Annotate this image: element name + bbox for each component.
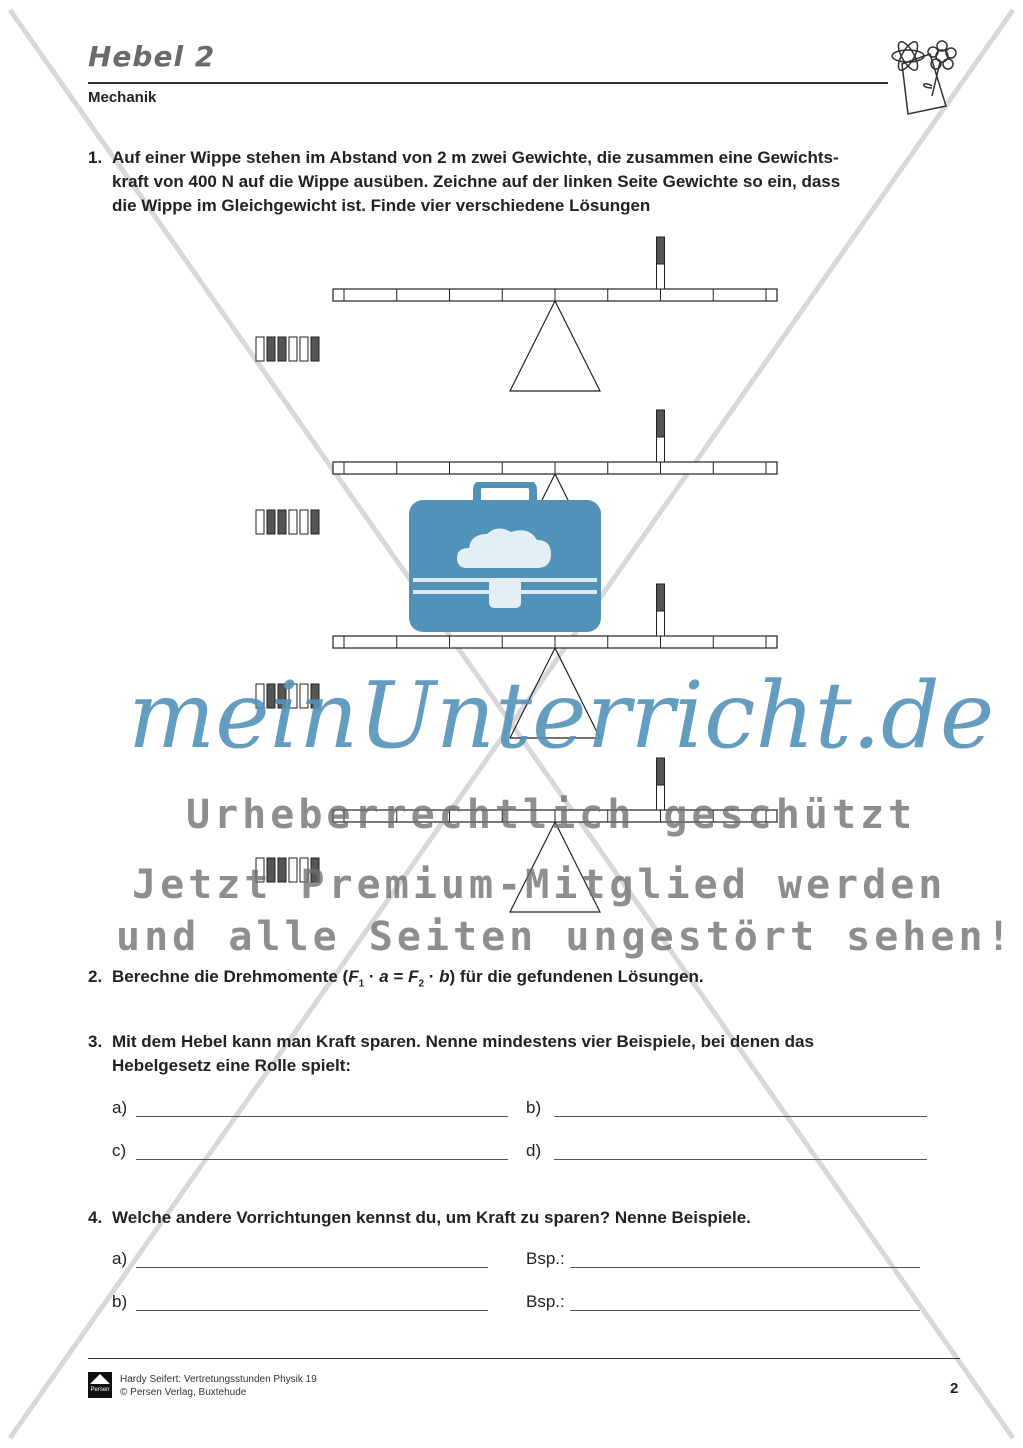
task-4-example-label-b: Bsp.: <box>526 1292 565 1311</box>
task-4-number: 4. <box>88 1208 103 1227</box>
seesaw-2-palette-weight-1 <box>256 510 264 534</box>
seesaw-2-palette-weight-3 <box>278 510 286 534</box>
task-4-example-field-a[interactable] <box>570 1267 920 1268</box>
seesaw-2-palette-weight-4 <box>289 510 297 534</box>
seesaw-3-weight-lower <box>657 611 665 636</box>
seesaw-1-weight-upper <box>657 237 665 264</box>
watermark-line-2: Jetzt Premium-Mitglied werden <box>132 862 947 908</box>
task-1-number: 1. <box>88 148 103 167</box>
seesaw-1-fulcrum <box>510 301 600 391</box>
page-number: 2 <box>950 1380 959 1397</box>
task-3-answer-field-b[interactable] <box>554 1116 927 1117</box>
watermark-logo: meinUnterricht.de <box>128 662 995 769</box>
task-4-answer-field-b[interactable] <box>136 1310 488 1311</box>
publisher-logo-text: Persen <box>90 1387 110 1393</box>
task-3-number: 3. <box>88 1032 103 1051</box>
seesaw-1-palette-weight-6 <box>311 337 319 361</box>
footer-credit <box>120 1373 317 1399</box>
task-4-example-field-b[interactable] <box>570 1310 920 1311</box>
publisher-logo <box>88 1372 112 1398</box>
task-3-answer-label-b: b) <box>526 1098 542 1117</box>
task-3 <box>88 1030 948 1078</box>
task-3-answer-field-c[interactable] <box>136 1159 508 1160</box>
task-4-line-1: Welche andere Vorrichtungen kennst du, um Kraft zu sparen? Nenne Beispiele. <box>112 1208 751 1227</box>
seesaw-2-weight-lower <box>657 437 665 462</box>
task-4-answer-field-a[interactable] <box>136 1267 488 1268</box>
seesaw-2-palette-weight-5 <box>300 510 308 534</box>
seesaw-1-palette-weight-2 <box>267 337 275 361</box>
task-4-answer-label-b: b) <box>112 1292 128 1311</box>
seesaw-2-palette-weight-6 <box>311 510 319 534</box>
task-1-line-1: Auf einer Wippe stehen im Abstand von 2 m zwei Gewichte, die zusammen eine Gewichts- <box>112 148 839 167</box>
seesaw-1-palette-weight-3 <box>278 337 286 361</box>
watermark-line-3: und alle Seiten ungestört sehen! <box>116 914 1015 960</box>
task-3-answer-field-a[interactable] <box>136 1116 508 1117</box>
task-3-answer-field-d[interactable] <box>554 1159 927 1160</box>
seesaw-1-palette-weight-5 <box>300 337 308 361</box>
task-2 <box>88 965 948 996</box>
footer-line-2: © Persen Verlag, Buxtehude <box>120 1387 247 1398</box>
task-1-line-3: die Wippe im Gleichgewicht ist. Finde vier verschiedene Lösungen <box>112 196 651 215</box>
page-title: Hebel 2 <box>88 40 216 73</box>
page-subtitle: Mechanik <box>88 89 157 106</box>
task-3-answer-label-c: c) <box>112 1141 127 1160</box>
seesaw-1-weight-lower <box>657 264 665 289</box>
footer-rule <box>88 1358 960 1359</box>
watermark-line-1: Urheberrechtlich geschützt <box>186 792 917 838</box>
seesaw-1-palette-weight-4 <box>289 337 297 361</box>
task-3-line-1: Mit dem Hebel kann man Kraft sparen. Nenne mindestens vier Beispiele, bei denen das <box>112 1032 814 1051</box>
task-2-number: 2. <box>88 967 103 986</box>
task-2-text: Berechne die Drehmomente $(F_1 \cdot a = F_2 \cdot b)$ für die gefundenen Lösungen. <box>112 967 704 990</box>
task-1-line-2: kraft von 400 N auf die Wippe ausüben. Zeichne auf der linken Seite Gewichte so ein, dass <box>112 172 841 191</box>
briefcase-logo-icon <box>405 482 605 642</box>
seesaw-1-palette-weight-1 <box>256 337 264 361</box>
seesaw-3-weight-upper <box>657 584 665 611</box>
seesaw-2-weight-upper <box>657 410 665 437</box>
task-3-answer-label-a: a) <box>112 1098 128 1117</box>
footer-line-1: Hardy Seifert: Vertretungsstunden Physik 19 <box>120 1374 317 1385</box>
task-3-answer-label-d: d) <box>526 1141 542 1160</box>
seesaw-2-palette-weight-2 <box>267 510 275 534</box>
task-4-example-label-a: Bsp.: <box>526 1249 565 1268</box>
task-4 <box>88 1206 948 1230</box>
task-4-answer-label-a: a) <box>112 1249 128 1268</box>
task-3-line-2: Hebelgesetz eine Rolle spielt: <box>112 1056 352 1075</box>
